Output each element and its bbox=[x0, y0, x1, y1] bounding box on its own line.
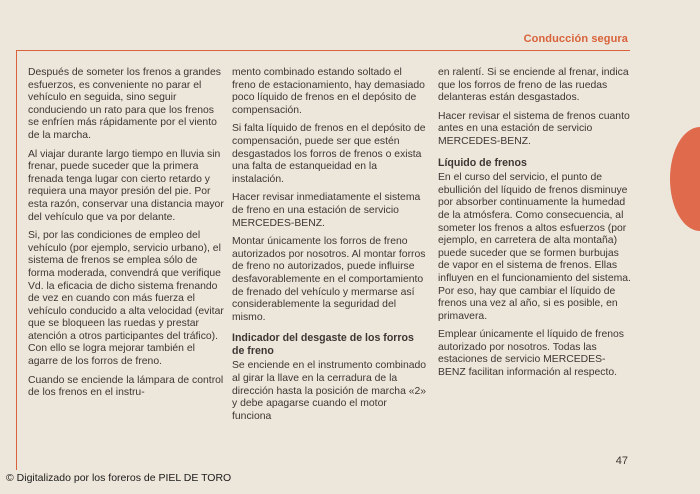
header-rule bbox=[16, 50, 630, 51]
paragraph: Cuando se enciende la lámpara de control de los frenos en el instru- bbox=[28, 374, 224, 399]
paragraph: Hacer revisar inmediatamente el sistema de freno en una estación de servicio MERCEDES-BENZ. bbox=[232, 192, 421, 229]
paragraph: Al viajar durante largo tiempo en lluvia sin frenar, puede suceder que la primera frenada tenga lugar con cierto retardo y requiera una mayor presión del pie. Por esta razón, conservar una distancia mayor del vehículo que va por delante. bbox=[28, 148, 224, 223]
scan-credit: © Digitalizado por los foreros de PIEL DE TORO bbox=[6, 472, 232, 484]
paragraph: Si, por las condiciones de empleo del vehículo (por ejemplo, servicio urbano), el sistema de frenos se emplea sólo de forma moderada, convendrá que verifique Vd. la eficacia de dicho sistema frenando de vez en cuando con más fuerza el vehículo conducido a alta velocidad (evitar que se bloqueen las ruedas y prestar atención a otros participantes del tráfico). Con ello se logra mejorar también el agarre de los forros de freno. bbox=[28, 230, 224, 368]
paragraph: en ralentí. Si se enciende al frenar, indica que los forros de freno de las ruedas delanteras están desgastados. bbox=[438, 67, 629, 104]
paragraph: Hacer revisar el sistema de frenos cuanto antes en una estación de servicio MERCEDES-BENZ. bbox=[438, 110, 630, 147]
section-heading: Líquido de frenos bbox=[438, 156, 527, 169]
section-tab-marker bbox=[670, 127, 700, 231]
text-column-2 bbox=[232, 67, 428, 429]
section-title: Conducción segura bbox=[523, 33, 628, 45]
paragraph: En el curso del servicio, el punto de ebullición del líquido de frenos disminuye por absorber continuamente la humedad de la atmósfera. Como consecuencia, al someter los frenos a altos esfuerzos (por ejemplo, en carretera de alta montaña) puede suceder que se formen burbujas de vapor en el sistema de frenos. Ellas influyen en el funcionamiento del sistema. Por eso, hay que cambiar el líquido de frenos una vez al año, si es posible, en primavera. bbox=[438, 172, 631, 322]
paragraph: Se enciende en el instrumento combinado al girar la llave en la cerradura de la dirección hasta la posición de marcha «2» y debe apagarse cuando el motor funciona bbox=[232, 360, 427, 422]
paragraph: Montar únicamente los forros de freno autorizados por nosotros. Al montar forros de freno no autorizados, puede influirse desfavorablemente en el comportamiento de frenado del vehículo y mermarse así considerablemente la seguridad del mismo. bbox=[232, 236, 426, 323]
paragraph: Si falta líquido de frenos en el depósito de compensación, puede ser que estén desgastados los forros de frenos o exista una falta de estanqueidad en la instalación. bbox=[232, 123, 426, 185]
page-number: 47 bbox=[615, 455, 628, 467]
paragraph: Después de someter los frenos a grandes esfuerzos, es conveniente no parar el vehículo en seguida, sino seguir conduciendo un rato para que los frenos se enfríen más rápidamente por el viento de la marcha. bbox=[28, 67, 221, 141]
paragraph: mento combinado estando soltado el freno de estacionamiento, hay demasiado poco líquido de frenos en el depósito de compensación. bbox=[232, 67, 425, 116]
paragraph: Emplear únicamente el líquido de frenos autorizado por nosotros. Todas las estaciones de servicio MERCEDES-BENZ facilitan información al respecto. bbox=[438, 329, 624, 379]
section-heading: Indicador del desgaste de los forros de freno bbox=[232, 332, 414, 357]
left-margin-rule bbox=[16, 50, 17, 470]
text-column-1 bbox=[28, 67, 224, 406]
text-column-3 bbox=[438, 67, 633, 386]
